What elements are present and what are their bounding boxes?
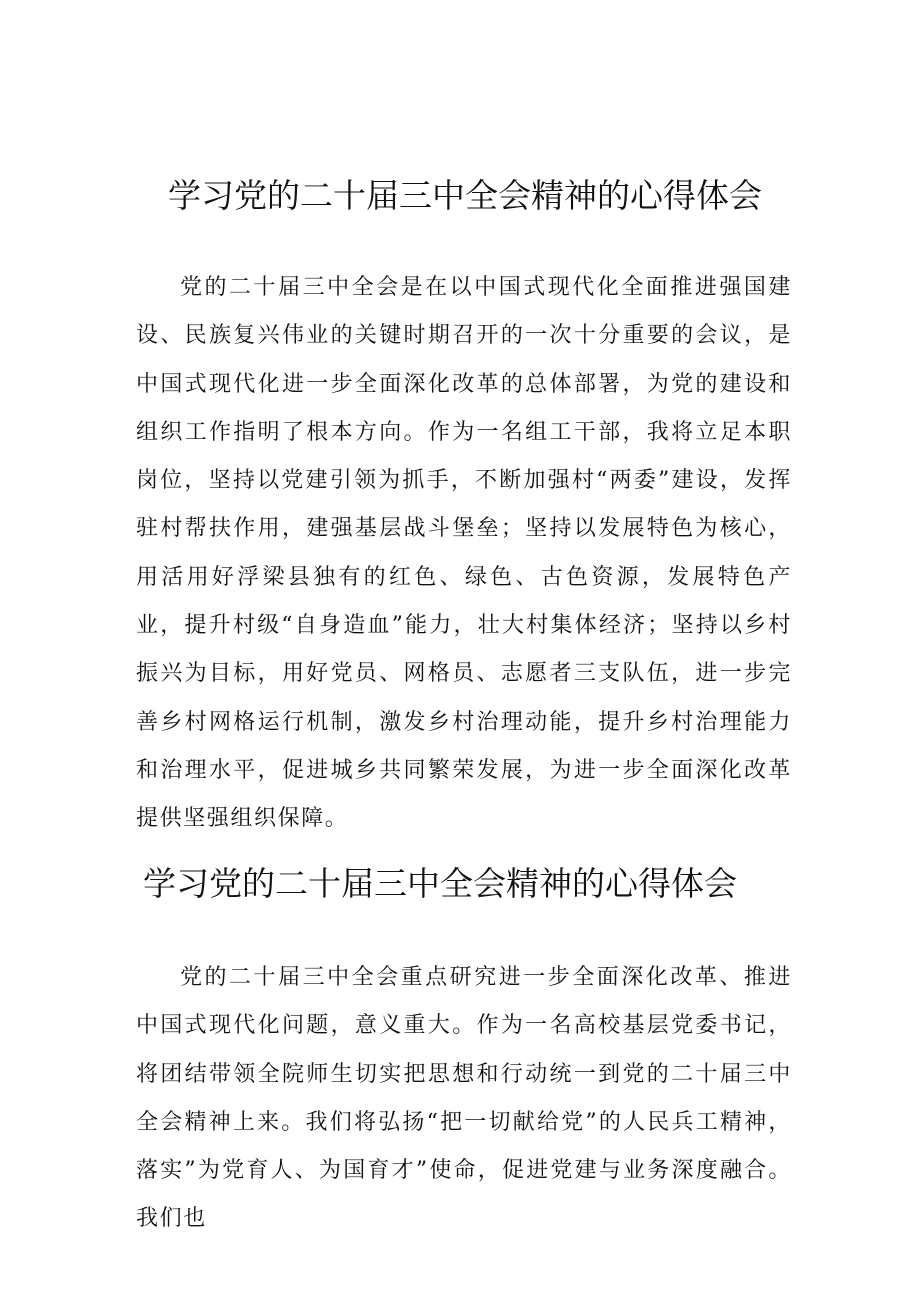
article-1-body: 党的二十届三中全会是在以中国式现代化全面推进强国建设、民族复兴伟业的关键时期召开的一次十分重要的会议，是中国式现代化进一步全面深化改革的总体部署，为党的建设和组织工作指明了根本方向。作为一名组工干部，我将立足本职岗位，坚持以党建引领为抓手，不断加强村“两委”建设，发挥驻村帮扶作用，建强基层战斗堡垒；坚持以发展特色为核心，用活用好浮梁县独有的红色、绿色、古色资源，发展特色产业，提升村级“自身造血”能力，壮大村集体经济；坚持以乡村振兴为目标，用好党员、网格员、志愿者三支队伍，进一步完善乡村网格运行机制，激发乡村治理动能，提升乡村治理能力和治理水平，促进城乡共同繁荣发展，为进一步全面深化改革提供坚强组织保障。 bbox=[136, 275, 792, 832]
article-2-title: 学习党的二十届三中全会精神的心得体会 bbox=[143, 864, 737, 903]
article-1-title: 学习党的二十届三中全会精神的心得体会 bbox=[168, 176, 762, 215]
article-2-body: 党的二十届三中全会重点研究进一步全面深化改革、推进中国式现代化问题，意义重大。作为一名高校基层党委书记，将团结带领全院师生切实把思想和行动统一到党的二十届三中全会精神上来。我们将弘扬“把一切献给党”的人民兵工精神，落实”为党育人、为国育才”使命，促进党建与业务深度融合。我们也 bbox=[136, 965, 792, 1232]
